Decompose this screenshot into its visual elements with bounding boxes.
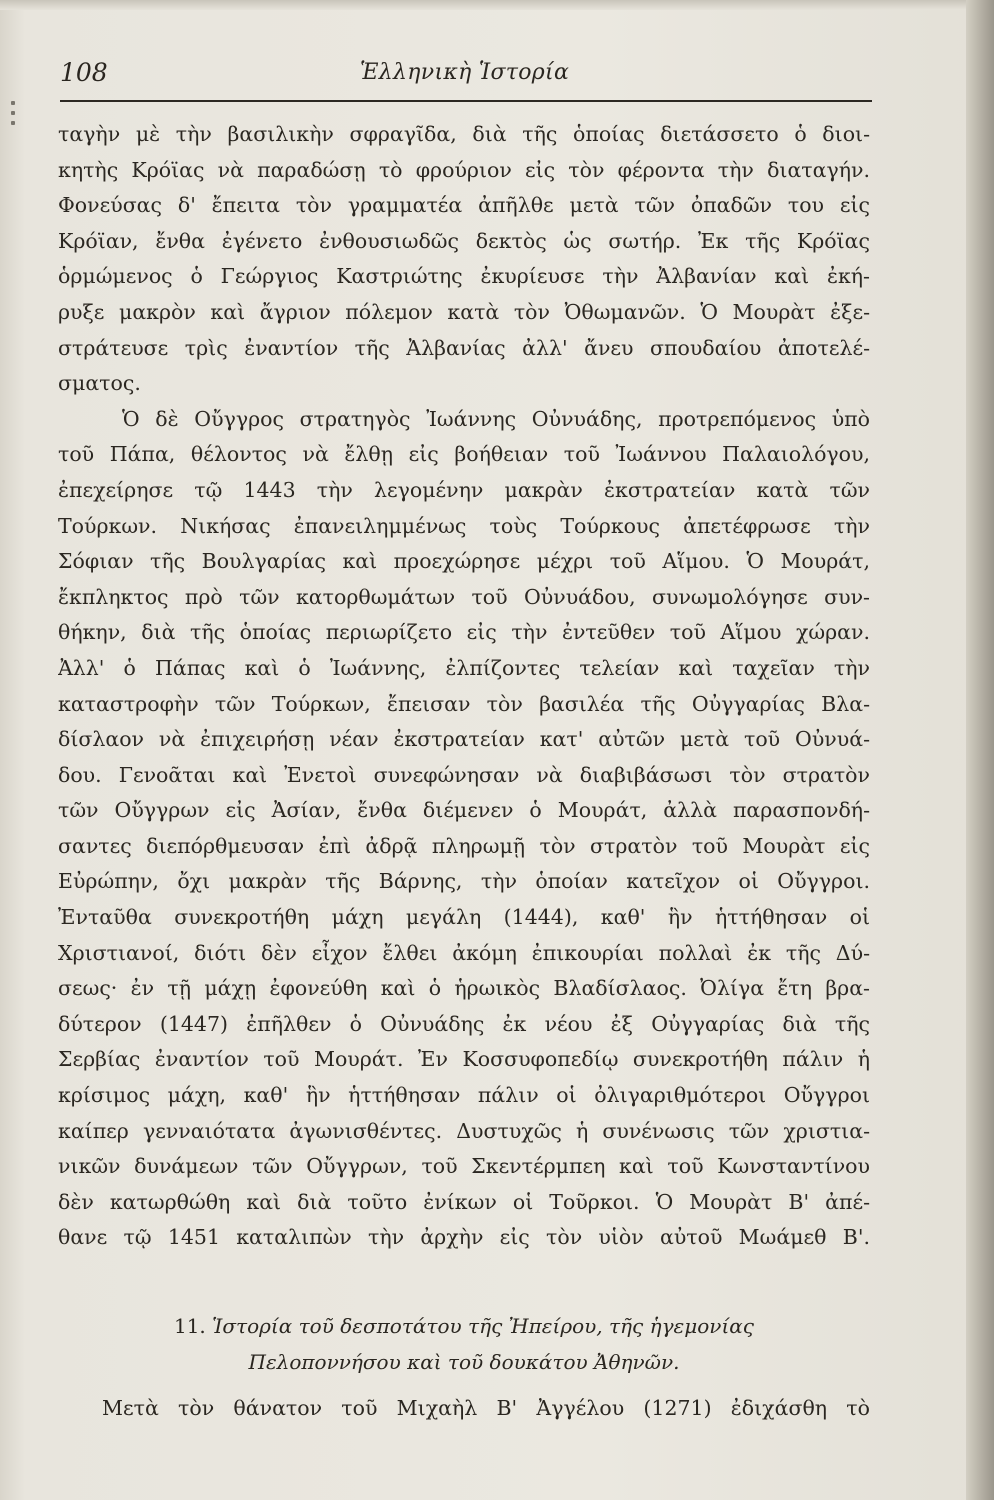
text-line: Κρόϊαν, ἔνθα ἐγένετο ἐνθουσιωδῶς δεκτὸς ὡς σωτήρ. Ἐκ τῆς Κρόϊας xyxy=(58,228,870,253)
text-line: καίπερ γενναιότατα ἀγωνισθέντες. Δυστυχῶς ἡ συνένωσις τῶν χριστια- xyxy=(58,1118,870,1143)
section-heading xyxy=(58,1308,870,1380)
text-line: ὁρμώμενος ὁ Γεώργιος Καστριώτης ἐκυρίευσε τὴν Ἀλβανίαν καὶ ἐκή- xyxy=(58,264,870,289)
text-line: Τούρκων. Νικήσας ἐπανειλημμένως τοὺς Τούρκους ἀπετέφρωσε τὴν xyxy=(58,513,870,538)
text-line: ἐπεχείρησε τῷ 1443 τὴν λεγομένην μακρὰν ἐκστρατείαν κατὰ τῶν xyxy=(58,477,870,502)
text-line: τοῦ Πάπα, θέλοντος νὰ ἔλθῃ εἰς βοήθειαν τοῦ Ἰωάννου Παλαιολόγου, xyxy=(58,442,870,467)
text-line: θήκην, διὰ τῆς ὁποίας περιωρίζετο εἰς τὴν ἐντεῦθεν τοῦ Αἵμου χώραν. xyxy=(58,620,870,645)
text-line: στράτευσε τρὶς ἐναντίον τῆς Ἀλβανίας ἀλλ' ἄνευ σπουδαίου ἀποτελέ- xyxy=(58,335,870,360)
body-text xyxy=(58,117,870,1256)
text-line: Σόφιαν τῆς Βουλγαρίας καὶ προεχώρησε μέχρι τοῦ Αἵμου. Ὁ Μουράτ, xyxy=(58,549,870,574)
section-body xyxy=(58,1390,870,1426)
section-title-line-2: Πελοποννήσου καὶ τοῦ δουκάτου Ἀθηνῶν. xyxy=(248,1350,680,1374)
section-title-line-1: Ἱστορία τοῦ δεσποτάτου τῆς Ἠπείρου, τῆς ἡγεμονίας xyxy=(212,1314,755,1338)
text-line: κητὴς Κρόϊας νὰ παραδώσῃ τὸ φρούριον εἰς τὸν φέροντα τὴν διαταγήν. xyxy=(58,157,870,182)
text-line: Ὁ δὲ Οὔγγρος στρατηγὸς Ἰωάννης Οὐνυάδης, προτρεπόμενος ὑπὸ xyxy=(122,406,870,431)
running-head: Ἑλληνικὴ Ἱστορία xyxy=(360,60,570,85)
text-line: δὲν κατωρθώθη καὶ διὰ τοῦτο ἐνίκων οἱ Τοῦρκοι. Ὁ Μουρὰτ Β' ἀπέ- xyxy=(58,1189,870,1214)
text-line: καταστροφὴν τῶν Τούρκων, ἔπεισαν τὸν βασιλέα τῆς Οὐγγαρίας Βλα- xyxy=(58,691,870,716)
section-number: 11. xyxy=(173,1314,206,1338)
text-line: σαντες διεπόρθμευσαν ἐπὶ ἀδρᾷ πληρωμῇ τὸν στρατὸν τοῦ Μουρὰτ εἰς xyxy=(58,833,870,858)
text-line: δύτερον (1447) ἐπῆλθεν ὁ Οὐνυάδης ἐκ νέου ἐξ Οὐγγαρίας διὰ τῆς xyxy=(58,1011,870,1036)
page-top-edge xyxy=(0,0,994,10)
text-line: Ἐνταῦθα συνεκροτήθη μάχη μεγάλη (1444), καθ' ἣν ἡττήθησαν οἱ xyxy=(58,905,870,930)
text-line: κρίσιμος μάχη, καθ' ἣν ἡττήθησαν πάλιν οἱ ὀλιγαριθμότεροι Οὔγγροι xyxy=(58,1083,870,1108)
text-line: νικῶν δυνάμεων τῶν Οὔγγρων, τοῦ Σκεντέρμπεη καὶ τοῦ Κωνσταντίνου xyxy=(58,1154,870,1179)
text-line: ταγὴν μὲ τὴν βασιλικὴν σφραγῖδα, διὰ τῆς ὁποίας διετάσσετο ὁ διοι- xyxy=(58,122,870,146)
page-header xyxy=(60,58,875,94)
header-rule xyxy=(60,100,872,102)
text-line: ἔκπληκτος πρὸ τῶν κατορθωμάτων τοῦ Οὐνυάδου, συνωμολόγησε συν- xyxy=(58,584,870,609)
text-line: Φονεύσας δ' ἔπειτα τὸν γραμματέα ἀπῆλθε μετὰ τῶν ὀπαδῶν του εἰς xyxy=(58,193,870,218)
text-line: θανε τῷ 1451 καταλιπὼν τὴν ἀρχὴν εἰς τὸν υἱὸν αὐτοῦ Μωάμεθ Β'. xyxy=(58,1225,870,1250)
page-binding-edge xyxy=(966,0,994,1500)
text-line: τῶν Οὔγγρων εἰς Ἀσίαν, ἔνθα διέμενεν ὁ Μουράτ, ἀλλὰ παρασπονδή- xyxy=(58,798,870,823)
page-number: 108 xyxy=(60,58,108,87)
text-line: σεως· ἐν τῇ μάχῃ ἐφονεύθη καὶ ὁ ἡρωικὸς Βλαδίσλαος. Ὀλίγα ἔτη βρα- xyxy=(58,976,870,1001)
text-line: ρυξε μακρὸν καὶ ἄγριον πόλεμον κατὰ τὸν Ὀθωμανῶν. Ὁ Μουρὰτ ἐξε- xyxy=(58,299,870,324)
text-line: Εὐρώπην, ὄχι μακρὰν τῆς Βάρνης, τὴν ὁποίαν κατεῖχον οἱ Οὔγγροι. xyxy=(58,869,870,894)
text-line: δίσλαον νὰ ἐπιχειρήσῃ νέαν ἐκστρατείαν κατ' αὐτῶν μετὰ τοῦ Οὐνυά- xyxy=(58,727,870,752)
text-line: Ἀλλ' ὁ Πάπας καὶ ὁ Ἰωάννης, ἐλπίζοντες τελείαν καὶ ταχεῖαν τὴν xyxy=(58,655,870,680)
text-line: Μετὰ τὸν θάνατον τοῦ Μιχαὴλ Β' Ἀγγέλου (1271) ἐδιχάσθη τὸ xyxy=(102,1396,870,1420)
margin-marks xyxy=(8,95,18,135)
text-line: σματος. xyxy=(58,371,141,396)
text-line: Σερβίας ἐναντίον τοῦ Μουράτ. Ἐν Κοσσυφοπεδίῳ συνεκροτήθη πάλιν ἡ xyxy=(58,1047,870,1072)
text-line: δου. Γενοᾶται καὶ Ἐνετοὶ συνεφώνησαν νὰ διαβιβάσωσι τὸν στρατὸν xyxy=(58,762,870,787)
text-line: Χριστιανοί, διότι δὲν εἶχον ἔλθει ἀκόμη ἐπικουρίαι πολλαὶ ἐκ τῆς Δύ- xyxy=(58,940,870,965)
